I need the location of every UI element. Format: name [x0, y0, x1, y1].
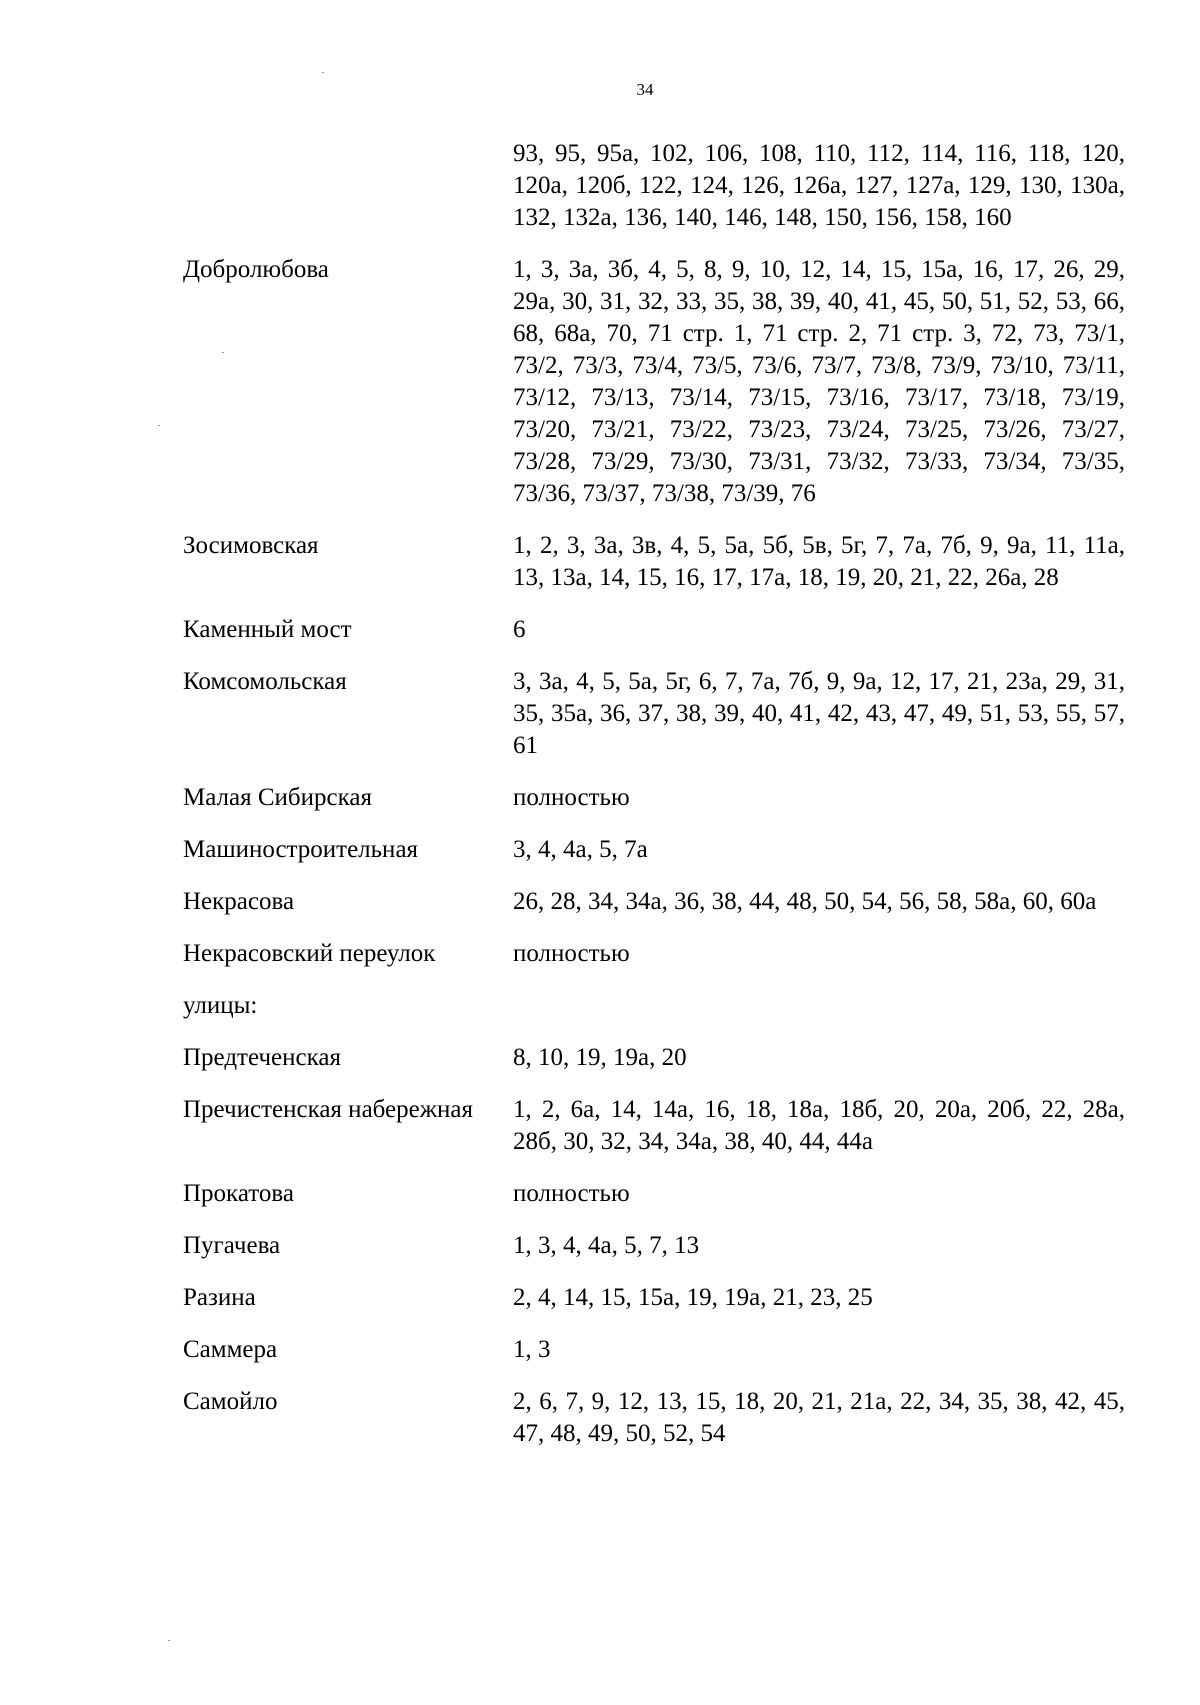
street-row — [183, 1178, 1125, 1210]
house-numbers: 93, 95, 95а, 102, 106, 108, 110, 112, 114, 116, 118, 120, 120а, 120б, 122, 124, 126, 126а, 127, 127а, 129, 130, 130а, 132, 132а, 136, 140, 146, 148, 150, 156, 158, 160 — [513, 140, 1125, 231]
street-name: Малая Сибирская — [183, 784, 372, 811]
street-name: Саммера — [183, 1336, 278, 1363]
street-name: Прокатова — [183, 1180, 294, 1207]
street-row — [183, 938, 1125, 970]
house-numbers: 1, 2, 6а, 14, 14а, 16, 18, 18а, 18б, 20, 20а, 20б, 22, 28а, 28б, 30, 32, 34, 34а, 38, 40, 44, 44а — [513, 1096, 1125, 1155]
street-row — [183, 138, 1125, 234]
house-numbers: 1, 3, 3а, 3б, 4, 5, 8, 9, 10, 12, 14, 15, 15а, 16, 17, 26, 29, 29а, 30, 31, 32, 33, 35, 38, 39, 40, 41, 45, 50, 51, 52, 53, 66, 68, 68а, 70, 71 стр. 1, 71 стр. 2, 71 стр. 3, 72, 73, 73/1, 73/2, 73/3, 73/4, 73/5, 73/6, 73/7, 73/8, 73/9, 73/10, 73/11, 73/12, 73/13, 73/14, 73/15, 73/16, 73/17, 73/18, 73/19, 73/20, 73/21, 73/22, 73/23, 73/24, 73/25, 73/26, 73/27, 73/28, 73/29, 73/30, 73/31, 73/32, 73/33, 73/34, 73/35, 73/36, 73/37, 73/38, 73/39, 76 — [513, 256, 1125, 507]
house-numbers: 8, 10, 19, 19а, 20 — [513, 1044, 687, 1071]
scan-speck — [222, 352, 224, 353]
street-name: Предтеченская — [183, 1044, 341, 1071]
scan-speck — [158, 425, 160, 426]
street-name: Разина — [183, 1284, 256, 1311]
house-numbers: полностью — [513, 784, 630, 811]
scan-speck — [168, 1640, 170, 1641]
street-row — [183, 886, 1125, 918]
street-name: Зосимовская — [183, 532, 319, 559]
street-name — [183, 138, 513, 234]
house-numbers: 3, 4, 4а, 5, 7а — [513, 836, 648, 863]
house-numbers: 6 — [513, 616, 526, 643]
house-numbers: 2, 6, 7, 9, 12, 13, 15, 18, 20, 21, 21а, 22, 34, 35, 38, 42, 45, 47, 48, 49, 50, 52, 54 — [513, 1388, 1125, 1447]
section-label: улицы: — [183, 992, 258, 1019]
house-numbers: 2, 4, 14, 15, 15а, 19, 19а, 21, 23, 25 — [513, 1284, 873, 1311]
street-name: Некрасова — [183, 888, 295, 915]
street-name: Добролюбова — [183, 256, 329, 283]
street-row — [183, 254, 1125, 510]
page-number: 34 — [636, 80, 654, 99]
street-row — [183, 834, 1125, 866]
street-name: Пречистенская набережная — [183, 1096, 473, 1123]
house-numbers: 26, 28, 34, 34а, 36, 38, 44, 48, 50, 54, 56, 58, 58а, 60, 60а — [513, 888, 1097, 915]
house-numbers: 1, 2, 3, 3а, 3в, 4, 5, 5а, 5б, 5в, 5г, 7, 7а, 7б, 9, 9а, 11, 11а, 13, 13а, 14, 15, 16, 17, 17а, 18, 19, 20, 21, 22, 26а, 28 — [513, 532, 1125, 591]
house-numbers: 3, 3а, 4, 5, 5а, 5г, 6, 7, 7а, 7б, 9, 9а, 12, 17, 21, 23а, 29, 31, 35, 35а, 36, 37, 38, 39, 40, 41, 42, 43, 47, 49, 51, 53, 55, 57, 61 — [513, 668, 1125, 759]
street-list — [183, 138, 1125, 1470]
street-name: Самойло — [183, 1388, 278, 1415]
street-row — [183, 1230, 1125, 1262]
house-numbers: полностью — [513, 940, 630, 967]
street-row — [183, 1094, 1125, 1158]
street-row — [183, 1386, 1125, 1450]
street-name: Комсомольская — [183, 668, 347, 695]
house-numbers: 1, 3, 4, 4а, 5, 7, 13 — [513, 1232, 700, 1259]
street-row — [183, 614, 1125, 646]
street-name: Машиностроительная — [183, 836, 419, 863]
house-numbers: полностью — [513, 1180, 630, 1207]
street-row — [183, 782, 1125, 814]
scan-speck — [322, 72, 324, 73]
street-name: Пугачева — [183, 1232, 281, 1259]
street-row — [183, 1042, 1125, 1074]
street-name: Некрасовский переулок — [183, 940, 436, 967]
street-name: Каменный мост — [183, 616, 352, 643]
street-row — [183, 1334, 1125, 1366]
street-row — [183, 1282, 1125, 1314]
house-numbers: 1, 3 — [513, 1336, 551, 1363]
street-row — [183, 530, 1125, 594]
street-row — [183, 666, 1125, 762]
